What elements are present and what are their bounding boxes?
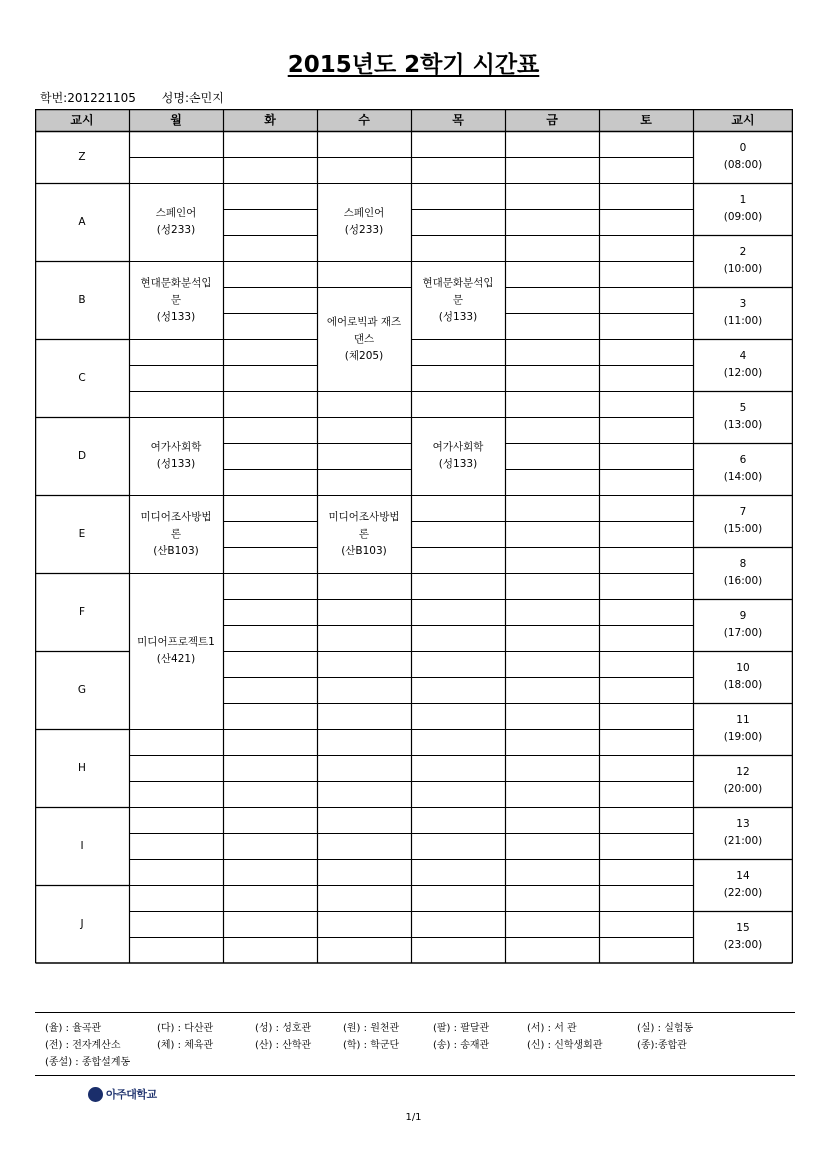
time-slot: 5 (13:00) — [723, 402, 763, 431]
period-group-label: B — [78, 293, 86, 306]
time-slot: 15 (23:00) — [723, 922, 763, 951]
legend-item: (실) : 실험동 — [637, 1023, 694, 1034]
course-block: 스페인어 (성233) — [343, 207, 385, 236]
legend-item: (성) : 성호관 — [255, 1023, 312, 1034]
legend-item: (산) : 산학관 — [255, 1040, 312, 1051]
student-info — [40, 89, 246, 106]
time-slot: 13 (21:00) — [723, 818, 763, 847]
page-title: 2015년도 2학기 시간표 — [287, 52, 540, 78]
course-block: 여가사회학 (성133) — [150, 441, 202, 470]
building-legend — [35, 1012, 795, 1076]
page-number: 1/1 — [405, 1112, 422, 1123]
legend-item: (다) : 다산관 — [157, 1023, 214, 1034]
period-group-label: G — [77, 683, 87, 696]
time-slot: 2 (10:00) — [723, 246, 763, 275]
time-slot: 0 (08:00) — [723, 142, 763, 171]
time-slot: 8 (16:00) — [723, 558, 763, 587]
legend-item: (종설) : 종합설계동 — [45, 1057, 131, 1068]
legend-item: (전) : 전자계산소 — [45, 1040, 121, 1051]
legend-row — [45, 1019, 785, 1035]
legend-item: (팔) : 팔달관 — [433, 1023, 490, 1034]
university-name: 아주대학교 — [106, 1088, 157, 1101]
legend-item: (서) : 서 관 — [527, 1023, 577, 1034]
university-emblem-icon — [88, 1087, 103, 1102]
time-slot: 11 (19:00) — [723, 714, 763, 743]
header-cell: 월 — [129, 109, 223, 131]
time-slot: 1 (09:00) — [723, 194, 763, 223]
period-group-label: F — [78, 605, 86, 618]
header-cell: 화 — [223, 109, 317, 131]
legend-item: (원) : 원천관 — [343, 1023, 400, 1034]
university-logo — [88, 1086, 157, 1102]
period-group-label: E — [78, 527, 86, 540]
time-slot: 7 (15:00) — [723, 506, 763, 535]
legend-item: (송) : 송재관 — [433, 1040, 490, 1051]
student-name: 성명:손민지 — [161, 91, 224, 105]
time-slot: 4 (12:00) — [723, 350, 763, 379]
legend-item: (종):종합관 — [637, 1040, 687, 1051]
time-slot: 10 (18:00) — [723, 662, 763, 691]
course-block: 에어로빅과 재즈 댄스 (체205) — [326, 315, 402, 362]
period-group-label: I — [80, 839, 84, 852]
header-cell: 토 — [599, 109, 693, 131]
period-group-label: C — [78, 371, 86, 384]
legend-item: (체) : 체육관 — [157, 1040, 214, 1051]
period-group-label: H — [78, 761, 86, 774]
header-cell: 금 — [505, 109, 599, 131]
legend-row — [45, 1053, 785, 1069]
legend-item: (학) : 학군단 — [343, 1040, 400, 1051]
period-group-label: J — [80, 917, 84, 930]
course-block: 스페인어 (성233) — [155, 207, 197, 236]
course-block: 미디어프로젝트1 (산421) — [137, 636, 215, 665]
course-block: 현대문화분석입 문 (성133) — [422, 276, 494, 323]
timetable — [35, 109, 793, 968]
period-group-label: A — [78, 215, 86, 228]
legend-row — [45, 1036, 785, 1052]
header-cell: 교시 — [693, 109, 793, 131]
course-block: 여가사회학 (성133) — [432, 441, 484, 470]
time-slot: 9 (17:00) — [723, 610, 763, 639]
period-group-label: D — [77, 449, 87, 462]
header-cell: 수 — [317, 109, 411, 131]
period-group-label: Z — [78, 150, 86, 163]
time-slot: 6 (14:00) — [723, 454, 763, 483]
header-cell: 목 — [411, 109, 505, 131]
course-block: 현대문화분석입 문 (성133) — [140, 276, 212, 323]
time-slot: 14 (22:00) — [723, 870, 763, 899]
time-slot: 12 (20:00) — [723, 766, 763, 795]
legend-item: (신) : 신학생회관 — [527, 1040, 603, 1051]
timetable-grid — [35, 109, 793, 964]
course-block: 미디어조사방법 론 (산B103) — [328, 510, 400, 557]
legend-item: (율) : 율곡관 — [45, 1023, 102, 1034]
student-id: 학번:201221105 — [40, 91, 136, 105]
header-cell: 교시 — [35, 109, 129, 131]
course-block: 미디어조사방법 론 (산B103) — [140, 510, 212, 557]
time-slot: 3 (11:00) — [723, 298, 763, 327]
